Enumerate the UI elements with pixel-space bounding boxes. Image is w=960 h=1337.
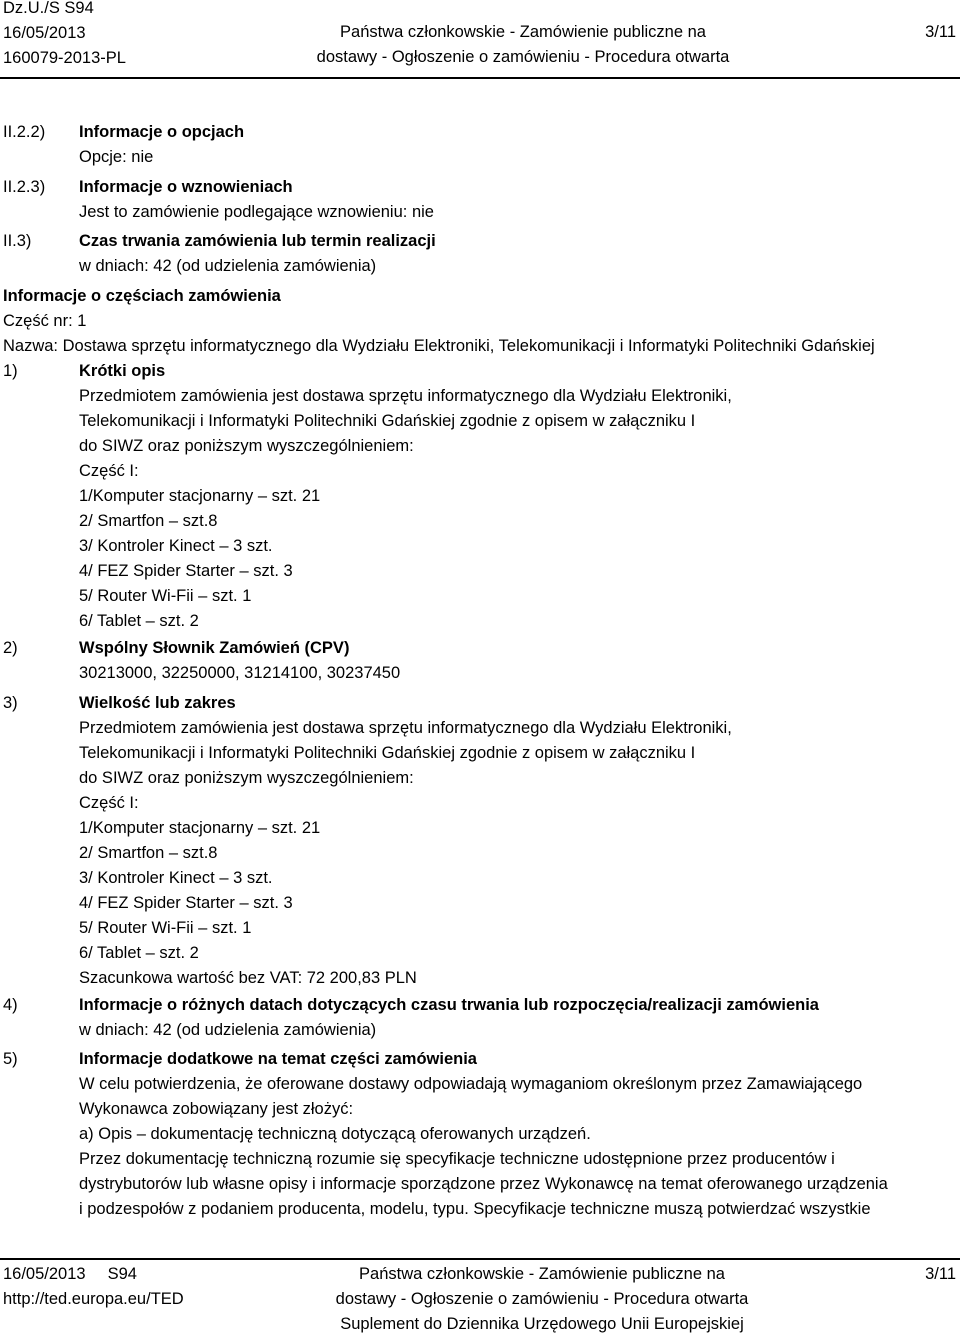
text-line: do SIWZ oraz poniższym wyszczególnieniem: xyxy=(79,769,414,787)
header-left xyxy=(3,0,126,71)
footer-divider xyxy=(0,1258,960,1260)
section-title: Informacje o wznowieniach xyxy=(79,178,293,196)
footer-title-line-2: dostawy - Ogłoszenie o zamówieniu - Procedura otwarta xyxy=(335,1290,749,1308)
footer-title-line-3: Suplement do Dziennika Urzędowego Unii Europejskiej xyxy=(340,1315,744,1333)
header-divider xyxy=(0,77,960,79)
part-number: Część nr: 1 xyxy=(3,312,87,330)
text-line: Przez dokumentację techniczną rozumie się specyfikacje techniczne udostępnione przez producentów i xyxy=(79,1150,835,1168)
text-line: Telekomunikacji i Informatyki Politechniki Gdańskiej zgodnie z opisem w załączniku I xyxy=(79,412,696,430)
item-number: 4) xyxy=(3,996,18,1014)
list-item: 4/ FEZ Spider Starter – szt. 3 xyxy=(79,894,293,912)
list-item: 5/ Router Wi-Fii – szt. 1 xyxy=(79,919,252,937)
list-item: 1/Komputer stacjonarny – szt. 21 xyxy=(79,487,321,505)
text-line: Przedmiotem zamówienia jest dostawa sprzętu informatycznego dla Wydziału Elektroniki, xyxy=(79,387,732,405)
text-line: dystrybutorów lub własne opisy i informacje sporządzone przez Wykonawcę na temat oferowanego urządzenia xyxy=(79,1175,888,1193)
list-item: 5/ Router Wi-Fii – szt. 1 xyxy=(79,587,252,605)
section-text: Jest to zamówienie podlegające wznowieniu: nie xyxy=(79,203,434,221)
cpv-codes: 30213000, 32250000, 31214100, 30237450 xyxy=(79,664,401,682)
page-number: 3/11 xyxy=(925,23,956,41)
text-line: W celu potwierdzenia, że oferowane dostawy odpowiadają wymaganiom określonym przez Zamawiającego xyxy=(79,1075,863,1093)
footer-title-line-1: Państwa członkowskie - Zamówienie publiczne na xyxy=(359,1265,725,1283)
item-text: w dniach: 42 (od udzielenia zamówienia) xyxy=(79,1021,377,1039)
part-name: Nazwa: Dostawa sprzętu informatycznego dla Wydziału Elektroniki, Telekomunikacji i Informatyki Politechniki Gdańskiej xyxy=(3,337,875,355)
footer-date: 16/05/2013 xyxy=(3,1265,86,1283)
header-center xyxy=(316,20,960,70)
text-line: do SIWZ oraz poniższym wyszczególnieniem: xyxy=(79,437,414,455)
item-number: 3) xyxy=(3,694,18,712)
list-item: 3/ Kontroler Kinect – 3 szt. xyxy=(79,537,273,555)
list-item: 3/ Kontroler Kinect – 3 szt. xyxy=(79,869,273,887)
footer-issue: S94 xyxy=(107,1265,137,1283)
section-number: II.3) xyxy=(3,232,32,250)
item-title: Wielkość lub zakres xyxy=(79,694,236,712)
footer-page-number: 3/11 xyxy=(925,1265,956,1283)
header-title-line-2: dostawy - Ogłoszenie o zamówieniu - Procedura otwarta xyxy=(316,48,730,66)
list-item: 1/Komputer stacjonarny – szt. 21 xyxy=(79,819,321,837)
estimated-value: Szacunkowa wartość bez VAT: 72 200,83 PLN xyxy=(79,969,417,987)
page-header xyxy=(0,0,960,80)
item-number: 1) xyxy=(3,362,18,380)
text-line: Telekomunikacji i Informatyki Politechniki Gdańskiej zgodnie z opisem w załączniku I xyxy=(79,744,696,762)
list-item: 6/ Tablet – szt. 2 xyxy=(79,944,199,962)
item-number: 5) xyxy=(3,1050,18,1068)
text-line: Wykonawca zobowiązany jest złożyć: xyxy=(79,1100,354,1118)
item-number: 2) xyxy=(3,639,18,657)
header-title-line-1: Państwa członkowskie - Zamówienie publiczne na xyxy=(340,23,706,41)
text-line: a) Opis – dokumentację techniczną dotyczącą oferowanych urządzeń. xyxy=(79,1125,591,1143)
list-item: 2/ Smartfon – szt.8 xyxy=(79,512,218,530)
text-line: Przedmiotem zamówienia jest dostawa sprzętu informatycznego dla Wydziału Elektroniki, xyxy=(79,719,732,737)
section-text: Opcje: nie xyxy=(79,148,154,166)
list-item: 6/ Tablet – szt. 2 xyxy=(79,612,199,630)
section-title: Czas trwania zamówienia lub termin realizacji xyxy=(79,232,436,250)
text-line: i podzespołów z podaniem producenta, modelu, typu. Specyfikacje techniczne muszą potwierdzać wszystkie xyxy=(79,1200,871,1218)
parts-heading: Informacje o częściach zamówienia xyxy=(3,287,281,305)
text-line: Część I: xyxy=(79,462,139,480)
footer-left xyxy=(3,1262,184,1312)
page-footer xyxy=(0,1262,960,1334)
footer-url[interactable]: http://ted.europa.eu/TED xyxy=(3,1290,184,1308)
list-item: 2/ Smartfon – szt.8 xyxy=(79,844,218,862)
footer-center xyxy=(312,1262,772,1337)
journal-ref: Dz.U./S S94 xyxy=(3,0,94,17)
notice-number: 160079-2013-PL xyxy=(3,49,126,67)
parts-block xyxy=(3,284,957,359)
section-number: II.2.2) xyxy=(3,123,46,141)
publication-date: 16/05/2013 xyxy=(3,24,86,42)
item-title: Informacje dodatkowe na temat części zamówienia xyxy=(79,1050,477,1068)
item-title: Informacje o różnych datach dotyczących czasu trwania lub rozpoczęcia/realizacji zamówienia xyxy=(79,996,819,1014)
section-text: w dniach: 42 (od udzielenia zamówienia) xyxy=(79,257,377,275)
item-title: Wspólny Słownik Zamówień (CPV) xyxy=(79,639,350,657)
section-number: II.2.3) xyxy=(3,178,46,196)
list-item: 4/ FEZ Spider Starter – szt. 3 xyxy=(79,562,293,580)
text-line: Część I: xyxy=(79,794,139,812)
item-title: Krótki opis xyxy=(79,362,166,380)
section-title: Informacje o opcjach xyxy=(79,123,245,141)
